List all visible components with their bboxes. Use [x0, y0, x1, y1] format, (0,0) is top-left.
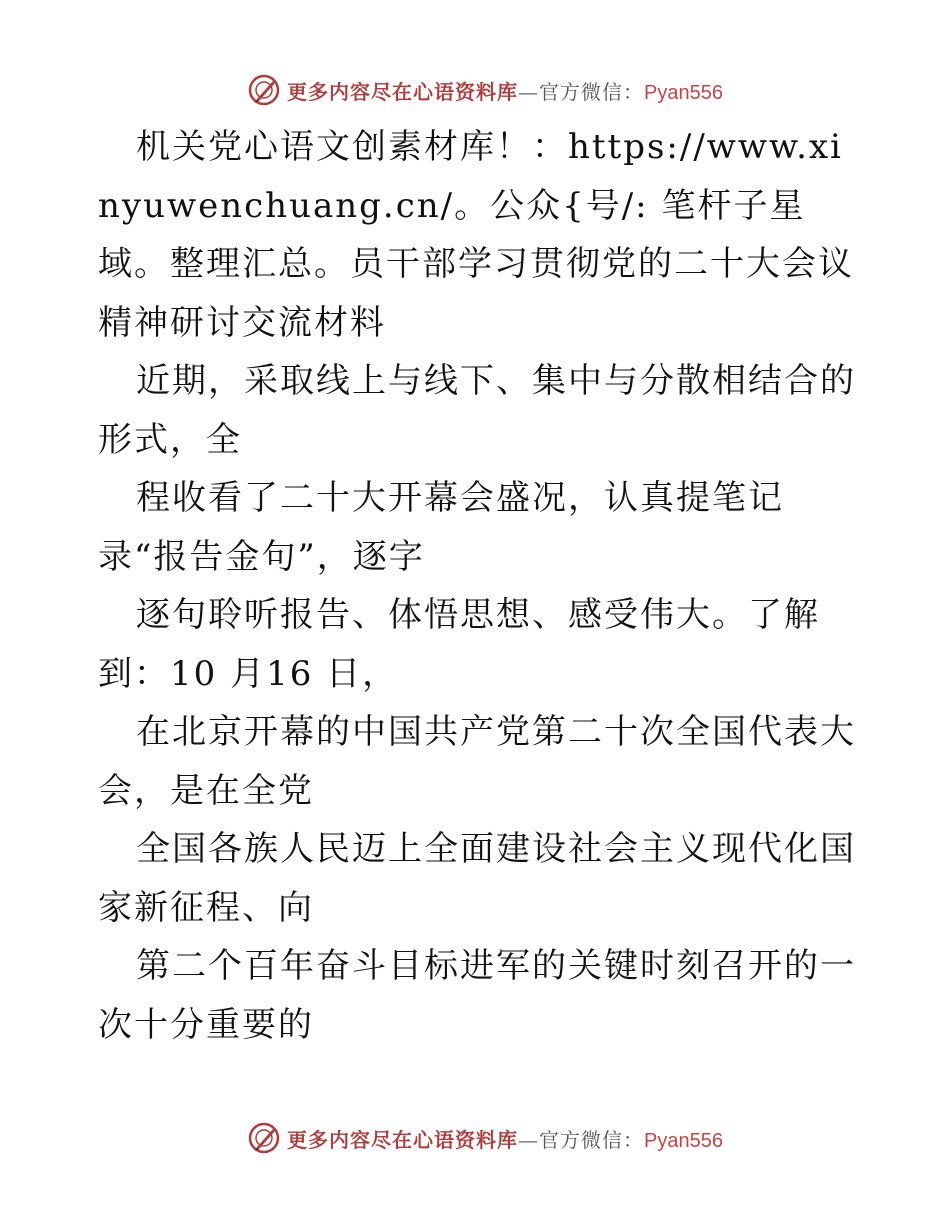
- header-banner-text: [287, 76, 723, 105]
- footer-banner-text: [287, 1124, 723, 1153]
- paragraph-5: 在北京开幕的中国共产党第二十次全国代表大会，是在全党: [98, 712, 856, 811]
- header-banner: [0, 70, 950, 110]
- banner-wechat-id: Pyan556: [644, 1129, 723, 1152]
- document-body: [98, 118, 858, 1054]
- paragraph-1: 机关党心语文创素材库！：https://www.xinyuwenchuang.cn/。公众{号/: 笔杆子星域。整理汇总。员干部学习贯彻党的二十大会议精神研讨交流材料: [98, 127, 854, 343]
- footer-banner: [0, 1118, 950, 1158]
- paragraph-7: 第二个百年奋斗目标进军的关键时刻召开的一次十分重要的: [98, 946, 856, 1045]
- paragraph-4: 逐句聆听报告、体悟思想、感受伟大。了解到：10 月16 日，: [98, 595, 820, 694]
- pen-logo-icon: [247, 73, 281, 107]
- footer-banner-inner: [247, 1121, 723, 1155]
- banner-wechat-id: Pyan556: [644, 81, 723, 104]
- banner-official-label: 官方微信：: [539, 1127, 645, 1152]
- banner-main-text: 更多内容尽在心语资料库: [287, 79, 519, 104]
- pen-logo-icon: [247, 1121, 281, 1155]
- banner-main-text: 更多内容尽在心语资料库: [287, 1127, 519, 1152]
- banner-official-label: 官方微信：: [539, 79, 645, 104]
- paragraph-2: 近期，采取线上与线下、集中与分散相结合的形式，全: [98, 361, 856, 460]
- banner-separator: —: [518, 1127, 540, 1152]
- paragraph-6: 全国各族人民迈上全面建设社会主义现代化国家新征程、向: [98, 829, 856, 928]
- header-banner-inner: [247, 73, 723, 107]
- paragraph-3: 程收看了二十大开幕会盛况，认真提笔记录“报告金句”，逐字: [98, 478, 784, 577]
- banner-separator: —: [518, 79, 540, 104]
